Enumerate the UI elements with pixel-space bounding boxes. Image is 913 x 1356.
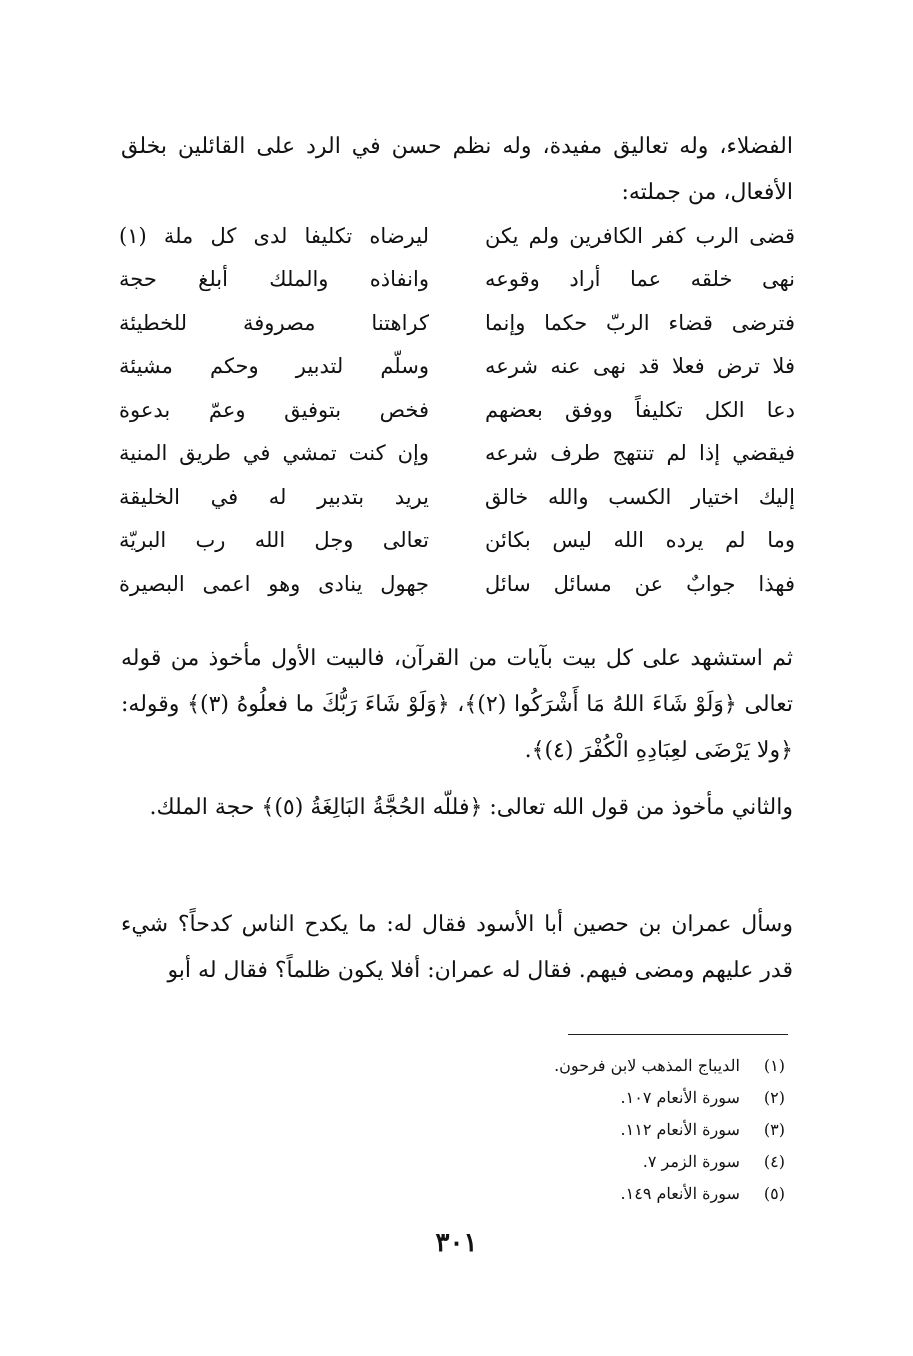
footnote-number: (٤) xyxy=(763,1152,785,1171)
verse-first-hemistich: فترضى قضاء الربّ حكما وإنما xyxy=(485,310,795,335)
footnote-separator xyxy=(568,1034,788,1035)
footnote-number: (٥) xyxy=(763,1184,785,1203)
verse-first-hemistich: دعا الكل تكليفاً ووفق بعضهم xyxy=(485,397,795,422)
footnote xyxy=(485,1114,785,1146)
verse-first-hemistich: فيقضي إذا لم تنتهج طرف شرعه xyxy=(485,441,795,466)
footnote xyxy=(485,1146,785,1178)
footnote-text: الديباج المذهب لابن فرحون. xyxy=(554,1056,740,1075)
poem-verse xyxy=(119,432,795,476)
footnote xyxy=(485,1050,785,1082)
poem-verse xyxy=(119,475,795,519)
verse-second-hemistich: وإن كنت تمشي في طريق المنية xyxy=(119,441,429,466)
poem-verse xyxy=(119,388,795,432)
verse-second-hemistich: يريد بتدبير له في الخليقة xyxy=(119,484,429,509)
poem xyxy=(119,214,795,606)
footnote-text: سورة الزمر ٧. xyxy=(642,1152,740,1171)
footnotes xyxy=(485,1050,785,1210)
verse-second-hemistich: وانفاذه والملك أبلغ حجة xyxy=(119,267,429,292)
footnote-text: سورة الأنعام ١١٢. xyxy=(620,1120,740,1139)
verse-second-hemistich: جهول ينادى وهو اعمى البصيرة xyxy=(119,571,429,596)
poem-verse xyxy=(119,345,795,389)
footnote xyxy=(485,1178,785,1210)
commentary-paragraph: ثم استشهد على كل بيت بآيات من القرآن، فالبيت الأول مأخوذ من قوله تعالى ﴿وَلَوْ شَاءَ اللهُ مَا أَشْرَكُوا (٢)﴾، ﴿وَلَوْ شَاءَ رَبُّكَ ما فعلُوهُ (٣)﴾ وقوله: ﴿ولا يَرْضَى لعِبَادِهِ الْكُفْرَ (٤)﴾. xyxy=(121,646,793,763)
verse-second-hemistich: فخص بتوفيق وعمّ بدعوة xyxy=(119,397,429,422)
verse-second-hemistich: تعالى وجل الله رب البريّة xyxy=(119,528,429,553)
poem-verse xyxy=(119,562,795,606)
footnote-text: سورة الأنعام ١٠٧. xyxy=(620,1088,740,1107)
footnote-number: (٢) xyxy=(763,1088,785,1107)
verse-first-hemistich: قضى الرب كفر الكافرين ولم يكن xyxy=(485,223,795,248)
verse-second-hemistich: وسلّم لتدبير وحكم مشيئة xyxy=(119,354,429,379)
page-number: ٣٠١ xyxy=(435,1228,478,1258)
poem-verse xyxy=(119,519,795,563)
verse-first-hemistich: فلا ترض فعلا قد نهى عنه شرعه xyxy=(485,354,795,379)
second-verse-paragraph: والثاني مأخوذ من قول الله تعالى: ﴿فللّه الحُجَّةُ البَالِغَةُ (٥)﴾ حجة الملك. xyxy=(149,795,793,820)
poem-verse xyxy=(119,214,795,258)
verse-first-hemistich: إليك اختيار الكسب والله خالق xyxy=(485,484,795,509)
intro-paragraph: الفضلاء، وله تعاليق مفيدة، وله نظم حسن في الرد على القائلين بخلق الأفعال، من جملته: xyxy=(121,134,793,205)
footnote-number: (٣) xyxy=(763,1120,785,1139)
verse-first-hemistich: وما لم يرده الله ليس بكائن xyxy=(485,528,795,553)
verse-first-hemistich: فهذا جوابٌ عن مسائل سائل xyxy=(485,571,795,596)
verse-first-hemistich: نهى خلقه عما أراد وقوعه xyxy=(485,267,795,292)
poem-verse xyxy=(119,301,795,345)
verse-second-hemistich: ليرضاه تكليفا لدى كل ملة (١) xyxy=(119,223,429,248)
footnote-number: (١) xyxy=(763,1056,785,1075)
imran-paragraph: وسأل عمران بن حصين أبا الأسود فقال له: ما يكدح الناس كدحاً؟ شيء قدر عليهم ومضى فيهم. فقال له عمران: أفلا يكون ظلماً؟ فقال له أبو xyxy=(121,912,793,983)
footnote-text: سورة الأنعام ١٤٩. xyxy=(620,1184,740,1203)
footnote xyxy=(485,1082,785,1114)
verse-second-hemistich: كراهتنا مصروفة للخطيئة xyxy=(119,310,429,335)
poem-verse xyxy=(119,258,795,302)
